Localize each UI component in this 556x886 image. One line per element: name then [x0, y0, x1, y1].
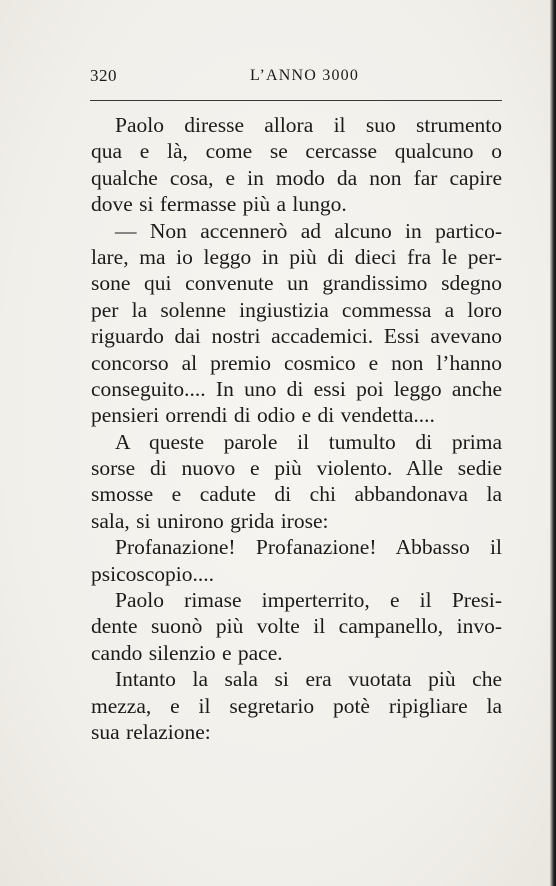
text-line: sala, si unirono grida irose: — [91, 508, 329, 533]
text-line: concorso al premio cosmico e non l’hanno — [91, 350, 502, 375]
text-line: qua e là, come se cercasse qualcuno o — [91, 139, 502, 164]
text-line: riguardo dai nostri accademici. Essi avevano — [91, 324, 502, 349]
text-line: Intanto la sala si era vuotata più che — [115, 667, 502, 692]
body-text — [91, 112, 502, 745]
page-number: 320 — [90, 66, 117, 85]
text-line: lare, ma io leggo in più di dieci fra le per- — [91, 244, 502, 269]
header-rule — [90, 100, 502, 101]
running-head: L’ANNO 3000 — [250, 67, 360, 84]
text-line: sorse di nuovo e più violento. Alle sedie — [91, 456, 502, 481]
page-header — [90, 66, 502, 90]
text-line: psicoscopio.... — [91, 561, 215, 586]
text-line: sua relazione: — [91, 719, 211, 744]
text-line: — Non accennerò ad alcuno in partico- — [115, 218, 502, 243]
text-line: qualche cosa, e in modo da non far capire — [91, 165, 502, 190]
page-spine-edge — [550, 0, 556, 886]
text-line: cando silenzio e pace. — [91, 640, 283, 665]
text-line: A queste parole il tumulto di prima — [115, 429, 502, 454]
text-line: Paolo rimase imperterrito, e il Presi- — [115, 588, 502, 613]
text-line: Profanazione! Profanazione! Abbasso il — [115, 535, 502, 560]
text-line: Paolo diresse allora il suo strumento — [115, 113, 502, 137]
text-line: smosse e cadute di chi abbandonava la — [91, 482, 502, 507]
text-line: dove si fermasse più a lungo. — [91, 192, 347, 217]
text-line: sone qui convenute un grandissimo sdegno — [91, 271, 502, 296]
text-line: per la solenne ingiustizia commessa a loro — [91, 297, 502, 322]
text-line: pensieri orrendi di odio e di vendetta.... — [91, 403, 435, 428]
text-line: mezza, e il segretario potè ripigliare la — [91, 693, 502, 718]
text-line: dente suonò più volte il campanello, invo- — [91, 614, 502, 639]
text-line: conseguito.... In uno di essi poi leggo anche — [91, 376, 502, 401]
